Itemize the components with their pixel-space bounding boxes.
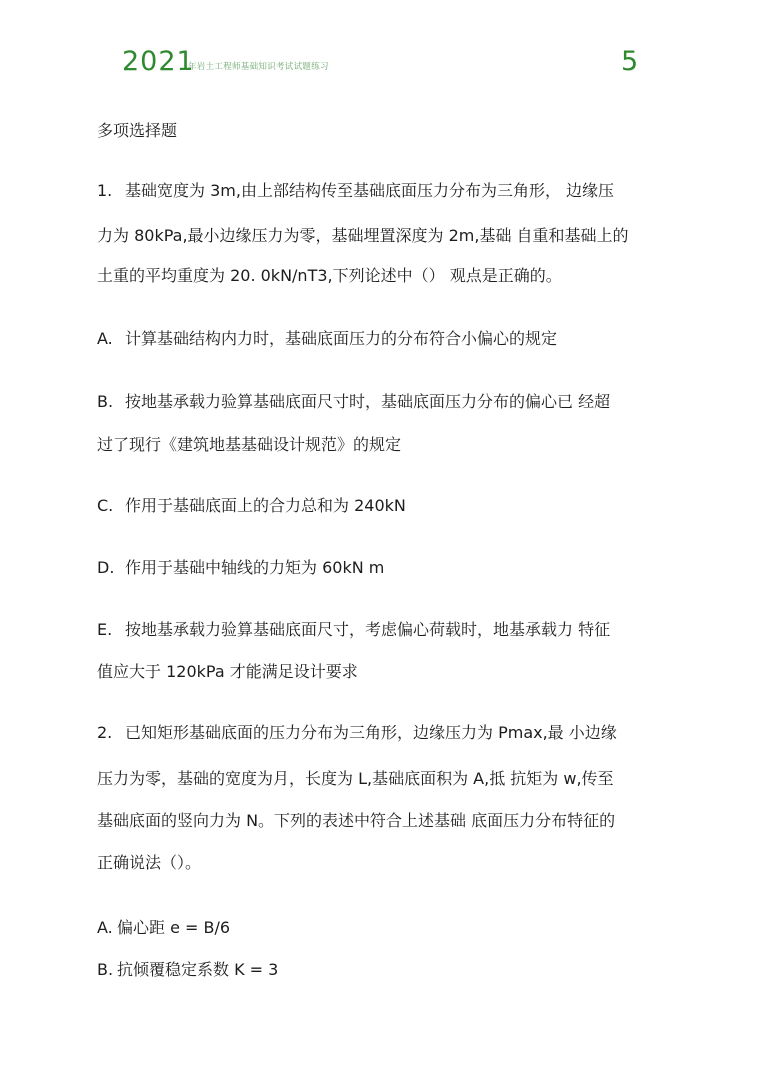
- option-text: 作用于基础底面上的合力总和为 240kN: [125, 496, 406, 515]
- option-label: B.: [97, 960, 114, 979]
- option-b-continued: 过了现行《建筑地基基础设计规范》的规定: [97, 435, 402, 454]
- option-e-continued: 值应大于 120kPa 才能满足设计要求: [97, 662, 358, 681]
- option-label: C.: [97, 496, 114, 515]
- option-b: [97, 391, 610, 413]
- question-line: 土重的平均重度为 20. 0kN/nT3,下列论述中（） 观点是正确的。: [97, 266, 562, 285]
- option-text: 按地基承载力验算基础底面尺寸时，基础底面压力分布的偏心已 经超: [125, 392, 611, 411]
- question-number: 2.: [97, 723, 113, 742]
- question-line: 压力为零，基础的宽度为月，长度为 L,基础底面积为 A,抵 抗矩为 w,传至: [97, 769, 614, 788]
- option-a: [97, 917, 230, 939]
- header-subtitle: 年岩土工程师基础知识考试试题练习: [188, 62, 329, 72]
- option-e: [97, 619, 610, 641]
- option-text: 按地基承载力验算基础底面尺寸，考虑偏心荷载时，地基承载力 特征: [125, 620, 611, 639]
- option-label: D.: [97, 558, 115, 577]
- page-header: [0, 0, 764, 100]
- section-title: 多项选择题: [97, 121, 178, 140]
- question-number: 1.: [97, 181, 113, 200]
- question-line: 力为 80kPa,最小边缘压力为零，基础埋置深度为 2m,基础 自重和基础上的: [97, 226, 629, 245]
- question-line: 基础底面的竖向力为 N。下列的表述中符合上述基础 底面压力分布特征的: [97, 811, 616, 830]
- option-label: B.: [97, 392, 114, 411]
- header-year: 2021: [122, 46, 195, 77]
- option-text: 作用于基础中轴线的力矩为 60kN m: [125, 558, 385, 577]
- option-c: [97, 495, 406, 517]
- option-label: E.: [97, 620, 113, 639]
- option-a: [97, 328, 557, 350]
- page-number: 5: [621, 46, 639, 77]
- question-line: [97, 722, 617, 744]
- question-text: 基础宽度为 3m,由上部结构传至基础底面压力分布为三角形， 边缘压: [125, 181, 615, 200]
- question-line: [97, 180, 614, 202]
- option-text: 偏心距 e = B/6: [117, 918, 231, 937]
- option-b: [97, 959, 278, 981]
- question-line: 正确说法（）。: [97, 853, 202, 872]
- option-label: A.: [97, 918, 113, 937]
- option-text: 抗倾覆稳定系数 K = 3: [117, 960, 279, 979]
- question-text: 已知矩形基础底面的压力分布为三角形，边缘压力为 Pmax,最 小边缘: [125, 723, 617, 742]
- option-text: 计算基础结构内力时，基础底面压力的分布符合小偏心的规定: [125, 329, 558, 348]
- option-d: [97, 557, 384, 579]
- option-label: A.: [97, 329, 113, 348]
